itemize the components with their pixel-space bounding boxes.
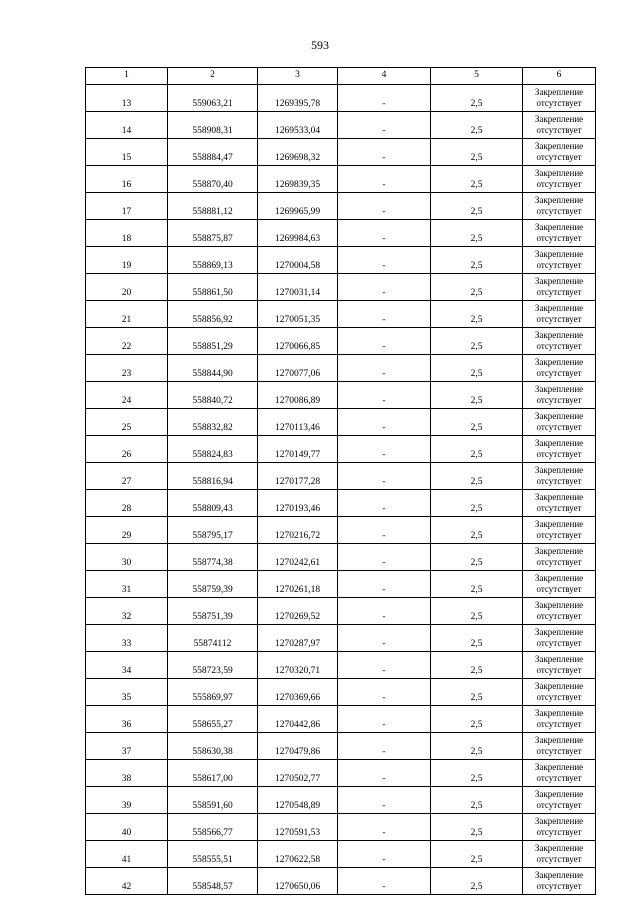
cell-x-coordinate: 55874112 (168, 625, 258, 652)
cell-fixation-note (523, 490, 596, 517)
table-row (86, 544, 596, 571)
cell-column-4: - (338, 139, 431, 166)
cell-column-4: - (338, 760, 431, 787)
cell-column-4: - (338, 598, 431, 625)
cell-x-coordinate: 558591,60 (168, 787, 258, 814)
cell-column-4: - (338, 247, 431, 274)
note-line-1: Закрепление (534, 222, 584, 232)
cell-x-coordinate: 558824,83 (168, 436, 258, 463)
cell-column-4: - (338, 841, 431, 868)
cell-column-5: 2,5 (431, 382, 523, 409)
cell-fixation-note (523, 274, 596, 301)
cell-y-coordinate: 1270548,89 (258, 787, 338, 814)
table-body (86, 68, 596, 895)
cell-x-coordinate: 558566,77 (168, 814, 258, 841)
cell-column-5: 2,5 (431, 301, 523, 328)
cell-point-number: 24 (86, 382, 168, 409)
cell-column-4: - (338, 787, 431, 814)
cell-fixation-note (523, 571, 596, 598)
cell-y-coordinate: 1270177,28 (258, 463, 338, 490)
cell-y-coordinate: 1270479,86 (258, 733, 338, 760)
cell-point-number: 27 (86, 463, 168, 490)
cell-column-5: 2,5 (431, 193, 523, 220)
cell-point-number: 28 (86, 490, 168, 517)
cell-column-5: 2,5 (431, 409, 523, 436)
table-row (86, 787, 596, 814)
cell-fixation-note (523, 382, 596, 409)
cell-column-5: 2,5 (431, 328, 523, 355)
cell-column-4: - (338, 463, 431, 490)
table-row (86, 220, 596, 247)
cell-y-coordinate: 1270287,97 (258, 625, 338, 652)
cell-x-coordinate: 558844,90 (168, 355, 258, 382)
cell-fixation-note (523, 436, 596, 463)
cell-y-coordinate: 1270193,46 (258, 490, 338, 517)
cell-point-number: 16 (86, 166, 168, 193)
table-row (86, 679, 596, 706)
table-row (86, 85, 596, 112)
note-line-2: отсутствует (536, 638, 582, 648)
cell-point-number: 36 (86, 706, 168, 733)
cell-fixation-note (523, 760, 596, 787)
cell-column-5: 2,5 (431, 787, 523, 814)
cell-fixation-note (523, 139, 596, 166)
table-row (86, 652, 596, 679)
cell-x-coordinate: 555869,97 (168, 679, 258, 706)
cell-column-4: - (338, 625, 431, 652)
note-line-2: отсутствует (536, 503, 582, 513)
table-row (86, 517, 596, 544)
note-line-2: отсутствует (536, 800, 582, 810)
cell-x-coordinate: 558795,17 (168, 517, 258, 544)
cell-point-number: 25 (86, 409, 168, 436)
cell-column-4: - (338, 436, 431, 463)
note-line-2: отсутствует (536, 98, 582, 108)
cell-point-number: 17 (86, 193, 168, 220)
cell-fixation-note (523, 328, 596, 355)
cell-fixation-note (523, 220, 596, 247)
cell-column-5: 2,5 (431, 112, 523, 139)
cell-x-coordinate: 558851,29 (168, 328, 258, 355)
table-row (86, 436, 596, 463)
cell-point-number: 37 (86, 733, 168, 760)
cell-fixation-note (523, 814, 596, 841)
cell-fixation-note (523, 544, 596, 571)
cell-y-coordinate: 1270261,18 (258, 571, 338, 598)
cell-column-4: - (338, 220, 431, 247)
cell-column-4: - (338, 301, 431, 328)
note-line-2: отсутствует (536, 395, 582, 405)
table-row (86, 409, 596, 436)
note-line-1: Закрепление (534, 384, 584, 394)
note-line-1: Закрепление (534, 573, 584, 583)
note-line-2: отсутствует (536, 341, 582, 351)
column-header: 6 (523, 68, 596, 85)
cell-fixation-note (523, 841, 596, 868)
header-row (86, 68, 596, 85)
cell-x-coordinate: 558840,72 (168, 382, 258, 409)
cell-column-4: - (338, 652, 431, 679)
column-header: 5 (431, 68, 523, 85)
cell-y-coordinate: 1270242,61 (258, 544, 338, 571)
table-row (86, 139, 596, 166)
note-line-1: Закрепление (534, 654, 584, 664)
table-row (86, 733, 596, 760)
column-header: 4 (338, 68, 431, 85)
cell-x-coordinate: 558856,92 (168, 301, 258, 328)
cell-column-5: 2,5 (431, 598, 523, 625)
table-row (86, 247, 596, 274)
cell-y-coordinate: 1269965,99 (258, 193, 338, 220)
note-line-1: Закрепление (534, 816, 584, 826)
cell-column-4: - (338, 571, 431, 598)
cell-column-4: - (338, 544, 431, 571)
cell-fixation-note (523, 652, 596, 679)
cell-y-coordinate: 1270502,77 (258, 760, 338, 787)
table-row (86, 598, 596, 625)
cell-x-coordinate: 558908,31 (168, 112, 258, 139)
cell-point-number: 30 (86, 544, 168, 571)
note-line-1: Закрепление (534, 114, 584, 124)
cell-x-coordinate: 558816,94 (168, 463, 258, 490)
note-line-2: отсутствует (536, 854, 582, 864)
cell-fixation-note (523, 463, 596, 490)
note-line-1: Закрепление (534, 330, 584, 340)
note-line-2: отсутствует (536, 746, 582, 756)
note-line-1: Закрепление (534, 357, 584, 367)
note-line-2: отсутствует (536, 449, 582, 459)
cell-y-coordinate: 1270269,52 (258, 598, 338, 625)
table-row (86, 193, 596, 220)
cell-column-5: 2,5 (431, 814, 523, 841)
cell-fixation-note (523, 706, 596, 733)
cell-column-5: 2,5 (431, 436, 523, 463)
cell-point-number: 18 (86, 220, 168, 247)
cell-point-number: 20 (86, 274, 168, 301)
cell-y-coordinate: 1269984,63 (258, 220, 338, 247)
cell-y-coordinate: 1270077,06 (258, 355, 338, 382)
note-line-2: отсутствует (536, 314, 582, 324)
cell-point-number: 31 (86, 571, 168, 598)
note-line-2: отсутствует (536, 476, 582, 486)
note-line-2: отсутствует (536, 557, 582, 567)
cell-x-coordinate: 558861,50 (168, 274, 258, 301)
note-line-2: отсутствует (536, 827, 582, 837)
cell-point-number: 13 (86, 85, 168, 112)
table-row (86, 463, 596, 490)
cell-y-coordinate: 1270113,46 (258, 409, 338, 436)
cell-fixation-note (523, 355, 596, 382)
cell-column-5: 2,5 (431, 490, 523, 517)
cell-point-number: 29 (86, 517, 168, 544)
note-line-1: Закрепление (534, 303, 584, 313)
note-line-2: отсутствует (536, 881, 582, 891)
cell-column-5: 2,5 (431, 679, 523, 706)
table-row (86, 274, 596, 301)
cell-column-5: 2,5 (431, 355, 523, 382)
cell-point-number: 39 (86, 787, 168, 814)
cell-point-number: 23 (86, 355, 168, 382)
note-line-1: Закрепление (534, 870, 584, 880)
cell-column-5: 2,5 (431, 733, 523, 760)
note-line-1: Закрепление (534, 195, 584, 205)
cell-point-number: 22 (86, 328, 168, 355)
cell-y-coordinate: 1269839,35 (258, 166, 338, 193)
cell-column-4: - (338, 814, 431, 841)
cell-y-coordinate: 1270086,89 (258, 382, 338, 409)
table-row (86, 112, 596, 139)
cell-fixation-note (523, 517, 596, 544)
cell-fixation-note (523, 193, 596, 220)
note-line-1: Закрепление (534, 411, 584, 421)
cell-y-coordinate: 1270051,35 (258, 301, 338, 328)
cell-x-coordinate: 558881,12 (168, 193, 258, 220)
cell-column-5: 2,5 (431, 517, 523, 544)
column-header: 1 (86, 68, 168, 85)
table-row (86, 571, 596, 598)
note-line-2: отсутствует (536, 125, 582, 135)
cell-fixation-note (523, 598, 596, 625)
cell-column-4: - (338, 409, 431, 436)
cell-fixation-note (523, 301, 596, 328)
cell-column-5: 2,5 (431, 166, 523, 193)
note-line-1: Закрепление (534, 708, 584, 718)
cell-column-5: 2,5 (431, 247, 523, 274)
cell-y-coordinate: 1270149,77 (258, 436, 338, 463)
cell-column-5: 2,5 (431, 760, 523, 787)
cell-column-4: - (338, 274, 431, 301)
table-row (86, 706, 596, 733)
table-row (86, 301, 596, 328)
column-header: 3 (258, 68, 338, 85)
table-row (86, 625, 596, 652)
cell-column-5: 2,5 (431, 463, 523, 490)
note-line-2: отсутствует (536, 584, 582, 594)
cell-fixation-note (523, 868, 596, 895)
cell-column-4: - (338, 328, 431, 355)
note-line-1: Закрепление (534, 492, 584, 502)
table-row (86, 868, 596, 895)
note-line-1: Закрепление (534, 600, 584, 610)
cell-x-coordinate: 558875,87 (168, 220, 258, 247)
note-line-2: отсутствует (536, 719, 582, 729)
table-row (86, 490, 596, 517)
cell-y-coordinate: 1269533,04 (258, 112, 338, 139)
table-row (86, 814, 596, 841)
cell-column-4: - (338, 517, 431, 544)
cell-x-coordinate: 558870,40 (168, 166, 258, 193)
note-line-1: Закрепление (534, 627, 584, 637)
cell-x-coordinate: 558555,51 (168, 841, 258, 868)
note-line-2: отсутствует (536, 152, 582, 162)
page-number: 593 (311, 38, 329, 52)
table-row (86, 382, 596, 409)
cell-column-5: 2,5 (431, 625, 523, 652)
cell-point-number: 21 (86, 301, 168, 328)
note-line-1: Закрепление (534, 465, 584, 475)
cell-column-4: - (338, 166, 431, 193)
note-line-1: Закрепление (534, 789, 584, 799)
cell-x-coordinate: 558869,13 (168, 247, 258, 274)
cell-point-number: 33 (86, 625, 168, 652)
note-line-2: отсутствует (536, 422, 582, 432)
cell-x-coordinate: 558655,27 (168, 706, 258, 733)
cell-y-coordinate: 1270442,86 (258, 706, 338, 733)
note-line-1: Закрепление (534, 519, 584, 529)
note-line-2: отсутствует (536, 368, 582, 378)
cell-column-4: - (338, 193, 431, 220)
note-line-1: Закрепление (534, 762, 584, 772)
cell-fixation-note (523, 733, 596, 760)
cell-column-4: - (338, 679, 431, 706)
cell-column-4: - (338, 112, 431, 139)
cell-x-coordinate: 558884,47 (168, 139, 258, 166)
column-header: 2 (168, 68, 258, 85)
cell-x-coordinate: 558774,38 (168, 544, 258, 571)
cell-y-coordinate: 1269698,32 (258, 139, 338, 166)
table-row (86, 328, 596, 355)
cell-point-number: 38 (86, 760, 168, 787)
cell-column-5: 2,5 (431, 868, 523, 895)
cell-x-coordinate: 558630,38 (168, 733, 258, 760)
cell-x-coordinate: 558832,82 (168, 409, 258, 436)
cell-y-coordinate: 1269395,78 (258, 85, 338, 112)
cell-y-coordinate: 1270369,66 (258, 679, 338, 706)
cell-point-number: 35 (86, 679, 168, 706)
cell-point-number: 19 (86, 247, 168, 274)
cell-column-5: 2,5 (431, 85, 523, 112)
note-line-2: отсутствует (536, 179, 582, 189)
cell-point-number: 34 (86, 652, 168, 679)
note-line-1: Закрепление (534, 87, 584, 97)
cell-column-5: 2,5 (431, 544, 523, 571)
note-line-1: Закрепление (534, 546, 584, 556)
note-line-2: отсутствует (536, 260, 582, 270)
cell-x-coordinate: 558809,43 (168, 490, 258, 517)
table-row (86, 166, 596, 193)
cell-column-4: - (338, 706, 431, 733)
cell-column-5: 2,5 (431, 841, 523, 868)
table-row (86, 760, 596, 787)
cell-fixation-note (523, 787, 596, 814)
coordinates-table (85, 67, 596, 895)
cell-x-coordinate: 558759,39 (168, 571, 258, 598)
cell-fixation-note (523, 625, 596, 652)
cell-y-coordinate: 1270650,06 (258, 868, 338, 895)
cell-y-coordinate: 1270066,85 (258, 328, 338, 355)
cell-x-coordinate: 559063,21 (168, 85, 258, 112)
cell-y-coordinate: 1270004,58 (258, 247, 338, 274)
cell-point-number: 32 (86, 598, 168, 625)
cell-y-coordinate: 1270320,71 (258, 652, 338, 679)
note-line-1: Закрепление (534, 735, 584, 745)
note-line-2: отсутствует (536, 773, 582, 783)
note-line-1: Закрепление (534, 438, 584, 448)
cell-x-coordinate: 558751,39 (168, 598, 258, 625)
table-row (86, 841, 596, 868)
note-line-1: Закрепление (534, 141, 584, 151)
cell-column-5: 2,5 (431, 706, 523, 733)
cell-column-4: - (338, 868, 431, 895)
note-line-2: отсутствует (536, 530, 582, 540)
cell-column-5: 2,5 (431, 139, 523, 166)
cell-fixation-note (523, 409, 596, 436)
cell-fixation-note (523, 166, 596, 193)
cell-point-number: 26 (86, 436, 168, 463)
cell-point-number: 42 (86, 868, 168, 895)
cell-point-number: 15 (86, 139, 168, 166)
cell-x-coordinate: 558548,57 (168, 868, 258, 895)
cell-column-5: 2,5 (431, 652, 523, 679)
cell-fixation-note (523, 112, 596, 139)
cell-x-coordinate: 558723,59 (168, 652, 258, 679)
note-line-2: отсутствует (536, 287, 582, 297)
cell-column-5: 2,5 (431, 274, 523, 301)
note-line-1: Закрепление (534, 249, 584, 259)
note-line-1: Закрепление (534, 276, 584, 286)
table-row (86, 355, 596, 382)
cell-column-4: - (338, 85, 431, 112)
cell-column-4: - (338, 733, 431, 760)
cell-point-number: 41 (86, 841, 168, 868)
note-line-1: Закрепление (534, 681, 584, 691)
note-line-2: отсутствует (536, 233, 582, 243)
cell-y-coordinate: 1270591,53 (258, 814, 338, 841)
note-line-2: отсутствует (536, 206, 582, 216)
cell-x-coordinate: 558617,00 (168, 760, 258, 787)
cell-y-coordinate: 1270031,14 (258, 274, 338, 301)
cell-column-5: 2,5 (431, 571, 523, 598)
note-line-2: отсутствует (536, 692, 582, 702)
cell-point-number: 14 (86, 112, 168, 139)
note-line-1: Закрепление (534, 168, 584, 178)
cell-point-number: 40 (86, 814, 168, 841)
cell-fixation-note (523, 679, 596, 706)
note-line-2: отсутствует (536, 611, 582, 621)
cell-column-4: - (338, 355, 431, 382)
note-line-2: отсутствует (536, 665, 582, 675)
cell-y-coordinate: 1270622,58 (258, 841, 338, 868)
note-line-1: Закрепление (534, 843, 584, 853)
cell-y-coordinate: 1270216,72 (258, 517, 338, 544)
cell-column-4: - (338, 490, 431, 517)
cell-column-5: 2,5 (431, 220, 523, 247)
cell-fixation-note (523, 247, 596, 274)
cell-fixation-note (523, 85, 596, 112)
cell-column-4: - (338, 382, 431, 409)
